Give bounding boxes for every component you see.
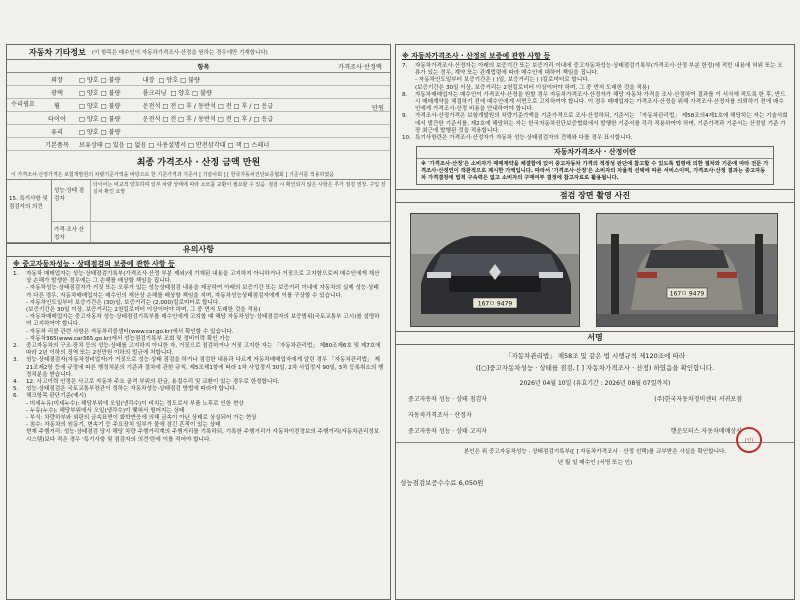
other-info-title: 자동차 기타정보 bbox=[29, 47, 86, 57]
option-extra-name: 운전석 □ 전 □ 후 / 동반석 □ 전 □ 후 / □ 응급 bbox=[142, 102, 274, 110]
notice-item bbox=[402, 63, 788, 77]
item-text: (보증기간은 30일 이상, 보증거리는 2천킬로미터 이상이어야 하며, 그 중 먼저 도래한 것을 적용) bbox=[415, 84, 650, 91]
item-text: - 자동차인도일부터 보증기간은 ( )일, 보증거리는 ( )킬로미터로 합니다. bbox=[415, 77, 590, 84]
item-text: - 자동차365(www.car365.go.kr)에서 성능점검기록부 조회 및 정비이력 확인 가능 bbox=[26, 335, 231, 342]
final-price-note: 이 가격조사·산정가격은 보험개발원의 차량기준가액을 바탕으로 한 기준가격과 기준서 [ 기술사회 ] [ 한국자동차진단보증협회 ] 기준서를 적용하였음 bbox=[7, 172, 390, 180]
options-table bbox=[7, 73, 390, 151]
notice-item bbox=[13, 285, 384, 299]
option-values bbox=[75, 88, 390, 97]
item-text: 현재 주행거리: 성능·상태점검 당시 해당 차량 주행거리계의 주행거리를 기록하되, 기록한 주행거리가 자동차이전정보의 주행거리(자동차관리정보시스템)보다 적은 경우 '특기사항 및 점검자의 의견'란에 이를 적어야 합니다. bbox=[26, 429, 380, 443]
appraisal-heading: ※ 자동차가격조사 · 산정의 보증에 관한 사항 등 bbox=[402, 52, 551, 60]
item-number: 4. bbox=[13, 379, 19, 386]
other-info-header bbox=[7, 45, 390, 60]
item-number bbox=[13, 429, 23, 443]
signature-section bbox=[396, 351, 794, 487]
option-name: 광택 bbox=[51, 89, 63, 97]
item-number: 8. bbox=[402, 91, 408, 98]
item-text: - 누유(누수): 해당부위에서 오일(냉각수)이 맺혀서 떨어지는 상태 bbox=[26, 407, 185, 414]
item-text: 12. 사고이력 인정은 사고로 자동차 주요 골격 부위의 판금, 용접수리 및 교환이 있는 경우로 한정합니다. bbox=[26, 379, 280, 386]
option-extra-state: □ 양호 □ 불량 bbox=[158, 76, 200, 84]
item-number: 9. bbox=[402, 113, 408, 120]
signer-name: (주)한국자동차정비센터 서귀포점 bbox=[654, 396, 742, 404]
item-text: 자동차가격조사·산정자는 아래의 보증기간 또는 보증거리 이내에 중고자동차성능·상태점검기록부(가격조사·산정 부분 한정)에 적힌 내용에 허위 또는 오류가 있는 경우, 계약 또는 관계법령에 따라 매수인에 대하여 책임을 집니다. bbox=[415, 63, 783, 77]
option-state: □ 양호 □ 불량 bbox=[79, 102, 121, 110]
item-text: (보증기간은 30일 이상, 보증거리는 2천킬로미터 이상이어야 하며, 그 중 먼저 도래한 것을 적용) bbox=[26, 307, 261, 314]
signature-row bbox=[396, 410, 794, 419]
price-unit: 만원 bbox=[372, 105, 384, 112]
item-number bbox=[13, 415, 23, 422]
front-plate: 167ㅁ 9479 bbox=[477, 300, 513, 308]
final-price-line: 최종 가격조사 · 산정 금액 만원 bbox=[136, 158, 261, 168]
photo-title: 점검 장면 촬영 사진 bbox=[396, 189, 794, 203]
item-number bbox=[13, 300, 23, 307]
appraisal-definition-box bbox=[416, 146, 774, 185]
notice-item bbox=[13, 271, 384, 285]
item-text: - 자동차성능·상태점검자가 거짓 또는 오류가 있는 성능상태점검 내용을 제공하여 아래의 보증기간 또는 보증거리 이내에 자동차의 실제 성능·상태가 다른 경우, 자동차매매업자는 매수인의 재산상 손해를 배상할 책임을 지며, 자동차성능상태점검자에게 이를 구상할 수 있습니다. bbox=[26, 285, 379, 299]
item-number bbox=[402, 77, 412, 84]
notice-item bbox=[13, 408, 384, 415]
photo-area bbox=[396, 203, 794, 329]
option-row bbox=[7, 99, 390, 112]
item-text: 성능·상태점검자(자동차정비업자)가 거짓으로 성능·상태 점검을 하거나 점검한 내용과 다르게 자동차매매업자에게 알린 경우 「자동차관리법」 제21조제2항 등에 규정에 따른 행정처분의 기준과 절차에 관한 규칙, 제5조제1항에 따라 1차 사업정지 30일, 2차 사업정지 90일, 3차 등록취소의 행정처분을 받습니다. bbox=[26, 357, 384, 378]
item-number: 7. bbox=[402, 63, 408, 69]
notice-item bbox=[13, 336, 384, 343]
signature-date: 2026년 04월 10일 (유효기간 : 2026년 08월 07일까지) bbox=[519, 380, 671, 388]
left-column bbox=[6, 44, 391, 600]
notice-item bbox=[13, 429, 384, 443]
guarantee-fee: 성능점검보증수수료 6,050원 bbox=[400, 479, 484, 488]
option-values bbox=[75, 114, 390, 123]
option-name: 타이어 bbox=[48, 115, 66, 123]
item-text: - 자동차매매업자는 중고자동차 성능·상태점검기록부를 매수인에게 고지할 때 해당 자동차성능·상태점검자의 보증범위(국토교통부 고시)를 설명하여 고지하여야 합니다. bbox=[26, 314, 380, 328]
signature-title: 서명 bbox=[396, 331, 794, 345]
option-values bbox=[75, 127, 390, 136]
item-header: 항목 bbox=[197, 63, 210, 71]
item-number: 10. bbox=[402, 135, 411, 142]
option-state: □ 양호 □ 불량 bbox=[79, 128, 121, 136]
option-row bbox=[7, 86, 390, 99]
notice-item bbox=[402, 85, 788, 92]
notice-title: 유의사항 bbox=[7, 243, 390, 257]
item-number bbox=[13, 314, 23, 328]
option-row bbox=[7, 125, 390, 138]
option-extra-state: □ 양호 □ 불량 bbox=[170, 89, 212, 97]
option-name: 기본품목 bbox=[45, 141, 69, 149]
item-number bbox=[13, 307, 23, 314]
item-text: - 미세누유(미세누수): 해당부위에 오일(냉각수)이 비치는 정도로서 부품 노후로 인한 현상 bbox=[26, 400, 244, 407]
option-row bbox=[7, 112, 390, 125]
rear-car-image bbox=[597, 214, 777, 326]
appraisal-definition-title: 자동차가격조사 · 산정이란 bbox=[417, 147, 773, 159]
price-header: 가격조사·산정액 bbox=[338, 63, 382, 71]
front-car-image bbox=[411, 214, 579, 326]
options-table-head bbox=[7, 60, 390, 73]
option-values bbox=[75, 140, 390, 149]
option-state: □ 양호 □ 불량 bbox=[79, 76, 121, 84]
official-stamp: (인) bbox=[736, 427, 762, 453]
notice-heading: ※ 중고자동차성능 · 상태점검의 보증에 관한 사항 등 bbox=[13, 260, 175, 268]
other-info-note: (이 항목은 매수인이 자동차가격조사·산정을 원하는 경우에만 기재합니다) bbox=[91, 50, 268, 56]
inspector-opinion: 타이어는 비교적 양호하며 일부 차량 상태에 따라 소모품 교환이 필요할 수 있음. 점검 시 확인되지 않은 사항은 추가 점검 권장. 구입 전 실차 확인 요망 bbox=[93, 182, 386, 195]
item-number bbox=[13, 422, 23, 429]
front-photo bbox=[410, 213, 580, 327]
item-number: 6. bbox=[13, 393, 19, 400]
item-text: - 부식: 차량하부와 외판의 금속표면이 화학반응에 의해 금속이 아닌 상태로 상실되어 가는 현상 bbox=[26, 415, 257, 422]
repair-group-label: 수리필요 bbox=[11, 101, 35, 108]
notice-item bbox=[402, 92, 788, 114]
inspector-label: 성능·상태 점검자 bbox=[52, 180, 91, 221]
signature-row bbox=[396, 426, 794, 435]
item-number: 3. bbox=[13, 357, 19, 364]
option-values bbox=[75, 75, 390, 84]
item-text: - 자동차인도일부터 보증기간은 (30)일, 보증거리는 (2,000)킬로미터로 합니다. bbox=[26, 299, 221, 306]
option-extra-name: 룸크리닝 bbox=[142, 89, 167, 97]
item-number: 2. bbox=[13, 343, 19, 350]
option-row bbox=[7, 138, 390, 151]
item-number: 5. bbox=[13, 386, 19, 393]
signer-name: 행운모터스 자동차매매상사 bbox=[670, 428, 742, 436]
item-number bbox=[13, 329, 23, 336]
special-notes-label: 15. 특기사항 및 점검자의 의견 bbox=[7, 180, 52, 242]
appraisal-definition-text: ※ '가격조사·산정'은 소비자가 매매계약을 체결함에 있어 중고자동차 가격의 적정성 판단에 참고할 수 있도록 법령에 의한 절차와 기준에 따라 전문 가격조사·산정인이 객관적으로 제시한 가액입니다. 따라서 '가격조사·산정'은 소비자의 자율적 선택에 따른 서비스이며, 가격조사·산정 결과는 중고자동차 가격결정에 법적 구속력은 없고 소비자의 구매여부 결정에 참고자료로 활용됩니다. bbox=[421, 161, 769, 182]
notice-item bbox=[402, 135, 788, 142]
receipt-statement: 본인은 위 중고자동차성능 · 상태점검기록부([ ] 자동차가격조사 · 산정 선택)를 교부받은 사실을 확인합니다. bbox=[396, 442, 794, 455]
option-extra-name: 운전석 □ 전 □ 후 / 동반석 □ 전 □ 후 / □ 응급 bbox=[142, 115, 274, 123]
signer-role: 자동차가격조사 · 산정자 bbox=[408, 412, 472, 420]
item-text: 자동차 매매업자는 성능·상태점검기록부(가격조사·산정 부분 제외)에 기재된 내용을 고지하지 아니하거나 거짓으로 고지함으로써 매수인에게 재산상 손해가 발생한 경우에는 그 손해를 배상할 책임을 집니다. bbox=[26, 271, 380, 285]
item-text: 성능·상태점검은 국토교통부장관이 정하는 자동차성능·상태점검 방법에 따라야 합니다. bbox=[26, 386, 237, 393]
option-values bbox=[75, 101, 390, 110]
notice-item bbox=[13, 300, 384, 307]
receipt-sign-line: 년 월 일 매수인 (서명 또는 인) bbox=[557, 460, 633, 467]
notice-item bbox=[13, 329, 384, 336]
rear-plate: 167ㅁ 9479 bbox=[669, 290, 705, 298]
rear-photo bbox=[596, 213, 778, 327]
notice-item bbox=[13, 393, 384, 400]
item-text: 자동차매매업자는 매수인이 가격조사·산정을 원할 경우 자동차가격조사·산정자가 해당 자동차 가격을 조사·산정하여 결과를 이 서식에 적도록 한 후, 반드시 매매계약을 체결하기 전에 매수인에게 서면으로 고지하여야 합니다. 이 경우 매매업자는 가격조사·산정을 위해 가격조사·산정자를 의뢰하기 전에 매수인에게 가격조사·산정 비용을 안내하여야 합니다. bbox=[415, 91, 786, 113]
signer-role: 중고자동차 성능 · 상태 고지자 bbox=[408, 428, 488, 436]
appraiser-label: 가격·조사 산정자 bbox=[52, 222, 91, 242]
signer-role: 중고자동차 성능 · 상태 점검자 bbox=[408, 396, 488, 404]
signature-law: 「자동차관리법」 제58조 및 같은 법 시행규칙 제120조에 따라 bbox=[505, 352, 685, 361]
option-state: 보유상태 □ 있음 □ 없음 □ 사용설명서 □ 안전삼각대 □ 잭 □ 스패너 bbox=[79, 141, 270, 149]
option-name: 휠 bbox=[54, 102, 60, 110]
item-number bbox=[13, 408, 23, 415]
item-text: 체크항목 판단기준(예시) bbox=[26, 393, 87, 400]
option-state: □ 양호 □ 불량 bbox=[79, 115, 121, 123]
notice-item bbox=[13, 401, 384, 408]
notice-section bbox=[7, 260, 390, 444]
item-number: 1. bbox=[13, 271, 19, 277]
option-name: 유리 bbox=[51, 128, 63, 136]
item-number bbox=[13, 401, 23, 408]
notice-item bbox=[402, 113, 788, 135]
special-notes bbox=[7, 180, 390, 243]
signature-row bbox=[396, 394, 794, 403]
item-text: - 침수: 자동차의 원동기, 변속기 등 주요장치 일부가 물에 잠긴 흔적이 있는 상태 bbox=[26, 422, 221, 429]
notice-item bbox=[13, 314, 384, 328]
option-extra-name: 내장 bbox=[142, 76, 155, 84]
signature-law-2: ([○]중고자동차성능 · 상태를 점검, [ ] 자동차가격조사 · 산정) 하였음을 확인합니다. bbox=[475, 364, 715, 373]
right-column bbox=[395, 44, 795, 600]
item-text: 가격조사·산정가격은 보험개발원의 차량기준가액을 기준가격으로 조사·산정하되, 기준서는 「자동차관리법」 제58조의4제1호에 해당하는 자는 기술사회에서 발간한 기준서를, 제2호에 해당하는 자는 한국자동차진단보증협회에서 발행한 기준서를 각각 적용하여야 하며, 기준가격과 기준서는 산정일 기준 가장 최근에 발행된 것을 적용합니다. bbox=[415, 113, 788, 134]
option-state: □ 양호 □ 불량 bbox=[79, 89, 121, 97]
item-number bbox=[13, 336, 23, 343]
item-text: - 자동차 리콜 관련 사항은 자동차리콜센터(www.car.go.kr)에서 확인할 수 있습니다. bbox=[26, 328, 234, 335]
appraisal-guarantee bbox=[396, 45, 794, 142]
notice-item bbox=[402, 77, 788, 84]
notice-item bbox=[13, 343, 384, 357]
item-number bbox=[402, 85, 412, 92]
option-name: 외장 bbox=[51, 76, 63, 84]
option-row bbox=[7, 73, 390, 86]
notice-item bbox=[13, 357, 384, 379]
item-number bbox=[13, 285, 23, 299]
item-text: 중고자동차의 구조·장치 등의 성능·상태를 고지하지 아니한 자, 거짓으로 점검하거나 거짓 고지한 자는 「자동차관리법」 제80조제6호 및 제7호에 따라 2년 이하의 징역 또는 2천만원 이하의 벌금에 처합니다. bbox=[26, 343, 381, 357]
item-text: 특기사항란은 가격조사·산정자가 자동차 성능·상태점검자의 견해와 다를 경우 표시합니다. bbox=[415, 135, 633, 142]
